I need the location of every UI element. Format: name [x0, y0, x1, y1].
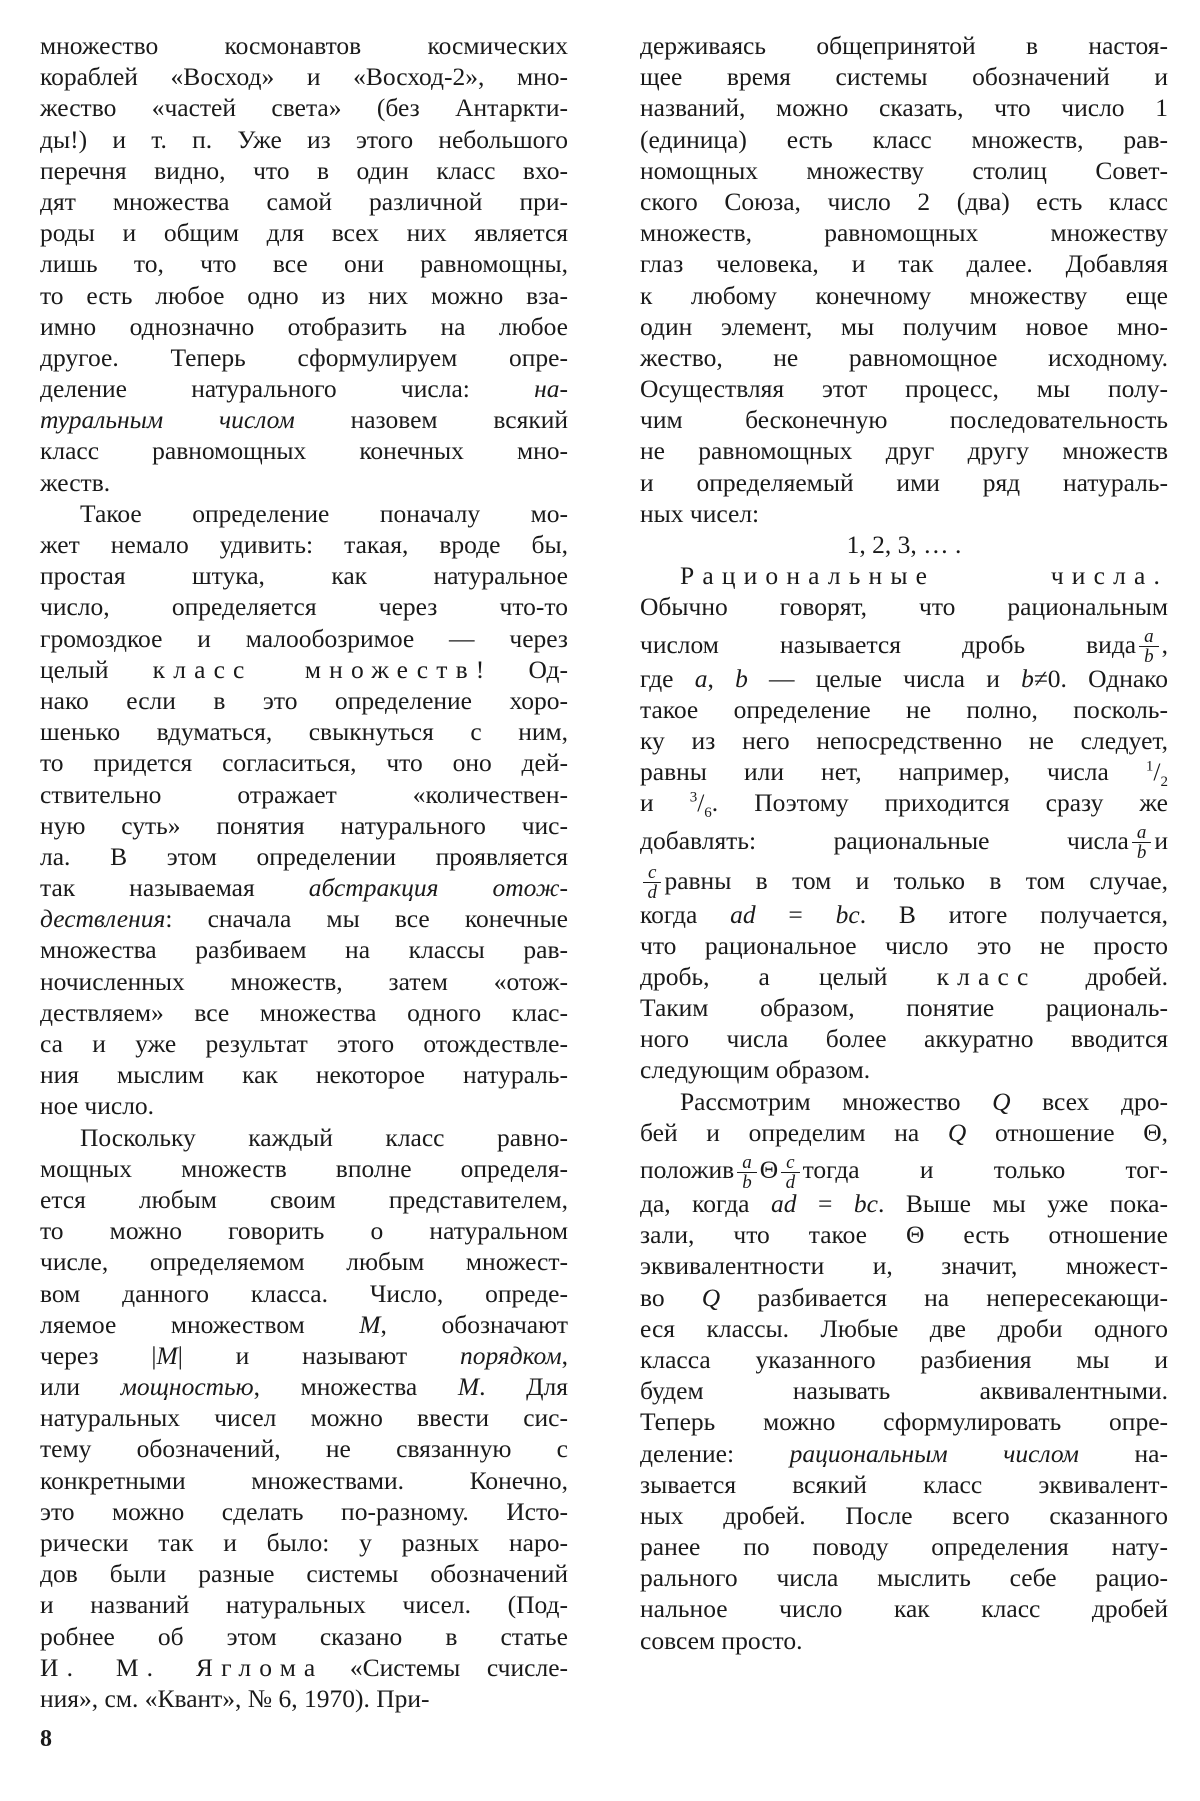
spaced-text: И. М. Яглома [40, 1652, 324, 1682]
text-run: да, когда [640, 1189, 772, 1218]
fraction-denominator: d [785, 1171, 796, 1193]
text-line: дов были разные системы обозначений [40, 1559, 568, 1589]
italic-text: M [457, 1372, 480, 1402]
text-line: и определяемый ими ряд натураль- [640, 467, 1168, 497]
fraction-numerator: a [1132, 823, 1152, 843]
text-run: ≠0. Однако [1033, 663, 1169, 693]
text-line: Осуществляя этот процесс, мы полу- [640, 374, 1168, 404]
text-run: : сначала мы все конечные [165, 904, 568, 934]
text-line: ных дробей. После всего сказанного [640, 1500, 1168, 1530]
text-line: дествляем» все множества одного клас- [40, 997, 568, 1027]
text-line [40, 1652, 568, 1683]
text-line: класс равномощных конечных мно- [40, 436, 568, 466]
superscript: 3 [689, 789, 698, 806]
text-line: 1, 2, 3, … . [846, 530, 962, 559]
italic-text: рациональным числом [789, 1438, 1079, 1468]
left-column [40, 30, 568, 1714]
text-run: дробь, а целый [640, 961, 937, 991]
text-line [40, 373, 568, 404]
text-run: — целые числа и [747, 663, 1022, 693]
text-run: , [707, 663, 736, 693]
text-line: ранее по поводу определения нату- [640, 1532, 1168, 1562]
text-line: имно однозначно отобразить на любое [40, 311, 568, 341]
text-line: ночисленных множеств, затем «отож- [40, 966, 568, 996]
italic-text: M [359, 1309, 381, 1339]
text-line [640, 1148, 1168, 1193]
text-line: чим бесконечную последовательность [640, 405, 1168, 435]
text-line: лишь то, что все они равномощны, [40, 249, 568, 279]
text-line: не равномощных друг другу множеств [640, 436, 1168, 466]
text-run: Θ [759, 1155, 779, 1184]
text-run: и [1154, 825, 1168, 855]
text-line [640, 1282, 1168, 1313]
fraction [1139, 627, 1159, 666]
text-line: жет немало удивить: такая, вроде бы, [40, 530, 568, 559]
text-run: числом называется дробь вида [640, 629, 1137, 659]
italic-text: bc [853, 1189, 878, 1218]
italic-text: абстракция отож- [308, 873, 569, 903]
text-line [640, 961, 1168, 992]
text-run: дробей. [1036, 961, 1168, 991]
text-line: жество, не равномощное исходному. [640, 342, 1168, 372]
text-line: один элемент, мы получим новое мно- [640, 311, 1168, 341]
text-run: «Системы счисле- [323, 1652, 569, 1682]
text-line: вом данного класса. Число, опреде- [40, 1278, 568, 1308]
spaced-text: класс [936, 961, 1037, 991]
text-line: рически так и было: у разных наро- [40, 1528, 568, 1557]
italic-text: b [1021, 663, 1034, 693]
text-line: ную суть» понятия натурального чис- [40, 810, 568, 840]
text-line [40, 404, 568, 435]
fraction [1132, 823, 1152, 862]
text-line: множество космонавтов космических [40, 31, 568, 60]
text-line: натуральных чисел можно ввести сис- [40, 1403, 568, 1433]
text-run: во [640, 1282, 702, 1312]
spaced-text: класс множеств [152, 654, 476, 684]
italic-text: мощностью [120, 1372, 254, 1402]
text-line: названий, можно сказать, что число 1 [640, 93, 1168, 123]
text-line: кораблей «Восход» и «Восход-2», мно- [40, 62, 568, 92]
text-line [640, 787, 1168, 822]
text-line: то можно говорить о натуральном [40, 1216, 568, 1246]
text-line: тему обозначений, не связанную с [40, 1434, 568, 1464]
text-line [40, 903, 568, 934]
text-line: жеств. [40, 467, 111, 497]
text-line: ла. В этом определении проявляется [40, 841, 568, 871]
text-run: целый [40, 654, 153, 684]
text-line: ку из него непосредственно не следует, [640, 725, 1168, 755]
text-run: = [755, 899, 836, 929]
text-line [640, 859, 1168, 904]
text-line [640, 756, 1168, 791]
text-run: через | [40, 1340, 157, 1370]
text-line: еся классы. Любые две дроби одного [640, 1313, 1168, 1343]
subscript: 6 [704, 805, 712, 822]
italic-text: bc [835, 899, 860, 929]
text-run: , [1161, 629, 1168, 659]
text-line: шенько вдуматься, свыкнуться с ним, [40, 717, 568, 747]
text-run: , обозначают [380, 1309, 568, 1339]
italic-text: порядком [459, 1340, 562, 1370]
fraction-denominator: d [647, 882, 657, 904]
italic-text: b [735, 663, 748, 693]
italic-text: Q [992, 1086, 1011, 1116]
text-line: (единица) есть класс множеств, рав- [640, 124, 1168, 154]
text-line: ского Союза, число 2 (два) есть класс [640, 186, 1168, 216]
text-run: / [1153, 757, 1161, 787]
text-line: рального числа мыслить себе рацио- [640, 1563, 1168, 1593]
text-run: назовем всякий [294, 405, 568, 435]
text-run: | и называют [177, 1340, 460, 1370]
fraction [781, 1153, 799, 1192]
text-line: мощных множеств вполне определя- [40, 1153, 568, 1183]
text-line: ния мыслим как некоторое натураль- [40, 1060, 568, 1090]
text-line: нальное число как класс дробей [640, 1594, 1168, 1624]
text-run: = [796, 1189, 854, 1218]
fraction-numerator: c [643, 863, 661, 883]
fraction-denominator: b [1136, 842, 1147, 864]
text-line: глаз человека, и так далее. Добавляя [640, 249, 1168, 279]
text-line: к любому конечному множеству еще [640, 280, 1168, 310]
text-line: ется любым своим представителем, [40, 1184, 568, 1214]
text-line: будем называть аквивалентными. [640, 1376, 1168, 1406]
text-line: простая штука, как натуральное [40, 561, 568, 591]
text-line: ствительно отражает «количествен- [40, 779, 568, 809]
text-line: ное число. [40, 1091, 155, 1121]
text-run: деление: [640, 1438, 790, 1468]
text-line [640, 623, 1168, 668]
text-run: деление натурального числа: [40, 374, 535, 404]
text-line: номощных множеству столиц Совет- [640, 155, 1168, 185]
text-run: всех дро- [1010, 1086, 1168, 1116]
fraction [643, 863, 661, 902]
text-line: перечня видно, что в один класс вхо- [40, 155, 568, 185]
text-run: когда [640, 899, 731, 929]
italic-text: Q [701, 1282, 721, 1312]
text-line: это можно сделать по-разному. Исто- [40, 1496, 568, 1526]
fraction-denominator: b [742, 1171, 752, 1193]
text-line: следующим образом. [640, 1055, 871, 1085]
text-line: жество «частей света» (без Антаркти- [40, 93, 568, 123]
text-line: дят множества самой различной при- [40, 186, 568, 216]
text-run: , [561, 1340, 568, 1370]
text-run: ! Од- [475, 654, 568, 684]
text-line: ния», см. «Квант», № 6, 1970). При- [40, 1683, 430, 1713]
fraction-numerator: a [1139, 627, 1159, 647]
text-run: так называемая [40, 873, 309, 903]
italic-text: M [156, 1340, 178, 1370]
text-run: . Поэтому приходится сразу же [711, 788, 1168, 818]
text-run: и [640, 788, 690, 818]
text-line: множества разбиваем на классы рав- [40, 935, 568, 965]
italic-text: Q [947, 1117, 967, 1147]
italic-text: дествления [40, 904, 166, 934]
text-line [640, 1188, 1168, 1219]
text-line: числе, определяемом любым множест- [40, 1247, 568, 1277]
text-line: совсем просто. [640, 1625, 803, 1655]
text-line: Обычно говорят, что рациональным [640, 592, 1168, 622]
italic-text: a [694, 663, 708, 693]
text-line: то придется согласиться, что оно дей- [40, 748, 568, 778]
text-run: тогда и только тог- [802, 1155, 1168, 1184]
text-run: или [40, 1372, 121, 1402]
text-line [40, 1371, 568, 1402]
italic-text: туральным числом [40, 405, 295, 435]
text-run: бей и определим на [640, 1117, 948, 1147]
text-line [640, 1117, 1168, 1148]
text-run: . Выше мы уже пока- [878, 1189, 1168, 1218]
text-line: нако если в это определение хоро- [40, 685, 568, 715]
text-run: . Для [479, 1372, 568, 1402]
fraction [737, 1153, 757, 1192]
text-run: . В итоге получается, [859, 899, 1168, 929]
spaced-text: Рациональные числа. [680, 561, 1168, 591]
text-line [640, 560, 1168, 591]
text-run: на- [1078, 1438, 1168, 1468]
text-line: такое определение не полно, посколь- [640, 694, 1168, 724]
text-run: равны или нет, например, числа [640, 757, 1146, 787]
text-run: , множества [253, 1372, 458, 1402]
text-run: равны в том и только в том случае, [664, 865, 1168, 895]
subscript: 2 [1160, 774, 1168, 791]
text-line: щее время системы обозначений и [640, 62, 1168, 92]
text-line [640, 1438, 1168, 1469]
text-line [640, 663, 1168, 694]
text-line: робнее об этом сказано в статье [40, 1621, 568, 1651]
text-line: эквивалентности и, значит, множест- [640, 1251, 1168, 1281]
text-line [40, 1340, 568, 1371]
text-line: множеств, равномощных множеству [640, 218, 1168, 248]
text-line: ных чисел: [640, 498, 760, 528]
text-run: отношение Θ, [966, 1117, 1168, 1147]
page-number: 8 [40, 1726, 52, 1752]
text-line [40, 1309, 568, 1340]
text-line: класса указанного разбиения мы и [640, 1344, 1168, 1374]
text-run: ляемое множеством [40, 1309, 360, 1339]
text-line: громоздкое и малообозримое — через [40, 623, 568, 653]
text-run: Рассмотрим множество [680, 1086, 993, 1116]
text-line [640, 1086, 1168, 1117]
italic-text: на- [534, 374, 568, 404]
text-line [40, 654, 568, 685]
text-line [640, 899, 1168, 930]
text-line [640, 819, 1168, 864]
fraction-numerator: a [737, 1153, 757, 1173]
text-run: / [697, 788, 705, 818]
fraction-numerator: c [781, 1153, 799, 1173]
fraction-denominator: b [1144, 646, 1154, 668]
text-line: держиваясь общепринятой в настоя- [640, 31, 1168, 60]
text-run: положив [640, 1155, 735, 1184]
text-line: конкретными множествами. Конечно, [40, 1465, 568, 1495]
text-line: Теперь можно сформулировать опре- [640, 1407, 1168, 1437]
text-line: другое. Теперь сформулируем опре- [40, 342, 568, 372]
text-line: что рациональное число это не просто [640, 930, 1168, 960]
text-line: ного числа более аккуратно вводится [640, 1024, 1168, 1054]
text-line: то есть любое одно из них можно вза- [40, 280, 568, 310]
italic-text: ad [730, 899, 756, 929]
text-line: Такое определение поначалу мо- [80, 498, 568, 528]
text-line: число, определяется через что-то [40, 592, 568, 622]
text-line: Поскольку каждый класс равно- [80, 1122, 568, 1152]
text-run: разбивается на непересекающи- [720, 1282, 1168, 1312]
text-line [40, 872, 568, 903]
text-run: где [640, 663, 695, 693]
text-line: и названий натуральных чисел. (Под- [40, 1590, 568, 1620]
text-line: Таким образом, понятие рациональ- [640, 993, 1168, 1023]
right-column [640, 30, 1168, 1656]
text-line: зали, что такое Θ есть отношение [640, 1220, 1168, 1250]
text-line: ды!) и т. п. Уже из этого небольшого [40, 124, 568, 154]
text-run: добавлять: рациональные числа [640, 825, 1129, 855]
italic-text: ad [771, 1189, 797, 1218]
text-line: са и уже результат этого отождествле- [40, 1029, 568, 1058]
text-line: роды и общим для всех них является [40, 218, 568, 248]
text-line: зывается всякий класс эквивалент- [640, 1469, 1168, 1499]
superscript: 1 [1145, 758, 1154, 775]
